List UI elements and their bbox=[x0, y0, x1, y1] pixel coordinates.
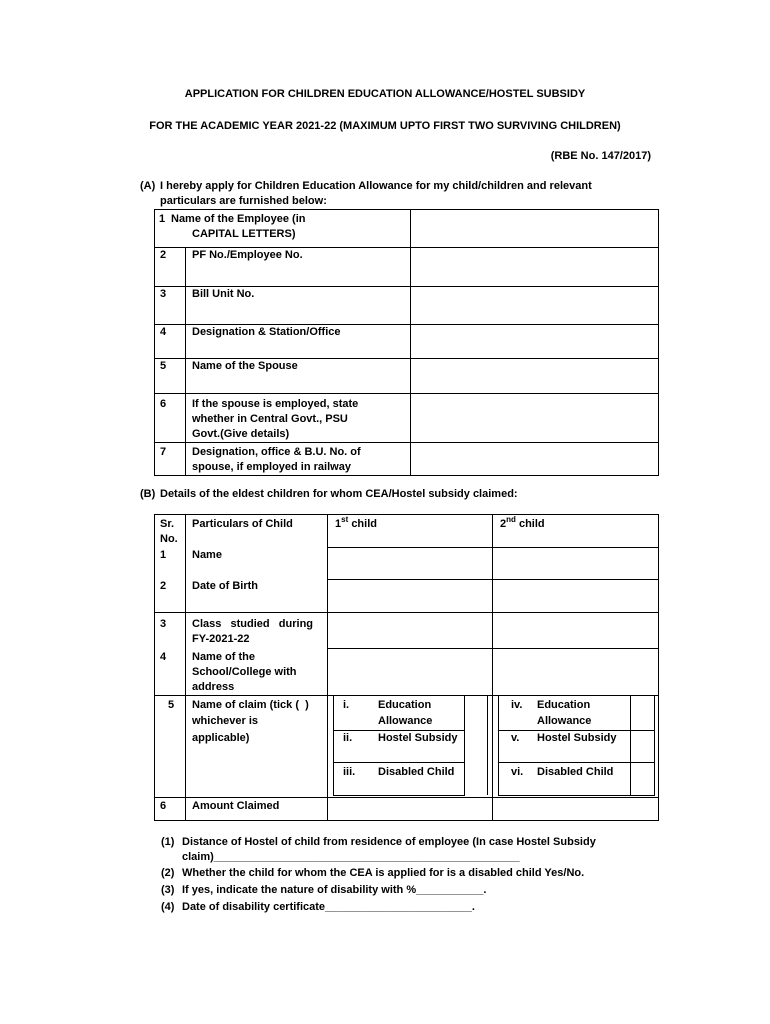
row-number: 4 bbox=[160, 651, 167, 663]
spouse-employment-label-cont: whether in Central Govt., PSU bbox=[192, 413, 348, 425]
first-child-dob-field[interactable] bbox=[328, 580, 492, 612]
claim-type-label: Name of claim (tick ( ) bbox=[192, 699, 309, 711]
school-label: Name of the bbox=[192, 651, 255, 663]
spouse-employment-field[interactable] bbox=[411, 394, 658, 442]
second-child-dob-field[interactable] bbox=[493, 580, 658, 612]
row-number: 5 bbox=[160, 360, 167, 372]
second-child-school-field[interactable] bbox=[493, 649, 658, 695]
dob-label: Date of Birth bbox=[192, 580, 258, 592]
note-number: (3) bbox=[161, 884, 175, 896]
disability-certificate-date-blank[interactable]: Date of disability certificate________________________. bbox=[182, 901, 475, 913]
designation-label: Designation & Station/Office bbox=[192, 326, 341, 338]
row-number: 5 bbox=[168, 699, 175, 711]
class-studied-label-cont: FY-2021-22 bbox=[192, 633, 250, 645]
claim-education-allowance-1-cont: Allowance bbox=[378, 715, 433, 727]
spouse-name-field[interactable] bbox=[411, 359, 658, 393]
first-child-amount-field[interactable] bbox=[328, 798, 492, 820]
second-child-name-field[interactable] bbox=[493, 548, 658, 579]
rbe-reference: (RBE No. 147/2017) bbox=[550, 150, 651, 162]
disability-nature-blank[interactable]: If yes, indicate the nature of disability with %___________. bbox=[182, 884, 487, 896]
claim-roman: i. bbox=[343, 699, 350, 711]
claim-hostel-subsidy-1: Hostel Subsidy bbox=[378, 732, 458, 744]
claim-roman: iii. bbox=[343, 766, 356, 778]
claim-education-allowance-2-cont: Allowance bbox=[537, 715, 592, 727]
amount-claimed-label: Amount Claimed bbox=[192, 800, 280, 812]
claim-roman: ii. bbox=[343, 732, 353, 744]
school-label-cont: address bbox=[192, 681, 235, 693]
employee-name-label-cont: CAPITAL LETTERS) bbox=[192, 228, 296, 240]
spouse-employment-label-cont: Govt.(Give details) bbox=[192, 428, 290, 440]
row-number: 4 bbox=[160, 326, 167, 338]
second-child-class-field[interactable] bbox=[493, 613, 658, 648]
section-a-marker: (A) bbox=[140, 180, 156, 192]
note-number: (4) bbox=[161, 901, 175, 913]
first-child-name-field[interactable] bbox=[328, 548, 492, 579]
section-b-intro: Details of the eldest children for whom CEA/Hostel subsidy claimed: bbox=[160, 488, 518, 500]
spouse-designation-label: Designation, office & B.U. No. of bbox=[192, 446, 361, 458]
note-number: (2) bbox=[161, 867, 175, 879]
employee-name-field[interactable] bbox=[411, 210, 658, 247]
tick-box-hostel-subsidy-2[interactable] bbox=[632, 731, 653, 762]
bill-unit-field[interactable] bbox=[411, 287, 658, 324]
section-a-intro-line1: I hereby apply for Children Education Allowance for my child/children and relevant bbox=[160, 180, 592, 192]
claim-disabled-child-2: Disabled Child bbox=[537, 766, 614, 778]
tick-box-disabled-child-2[interactable] bbox=[632, 763, 653, 795]
claim-roman: v. bbox=[511, 732, 520, 744]
row-number: 6 bbox=[160, 800, 167, 812]
row-number: 6 bbox=[160, 398, 167, 410]
section-b-marker: (B) bbox=[140, 488, 156, 500]
class-studied-label: Class studied during bbox=[192, 618, 314, 630]
tick-box-hostel-subsidy-1[interactable] bbox=[466, 731, 486, 762]
row-number: 2 bbox=[160, 580, 167, 592]
tick-box-disabled-child-1[interactable] bbox=[466, 763, 486, 795]
spouse-designation-field[interactable] bbox=[411, 443, 658, 475]
row-number: 2 bbox=[160, 249, 167, 261]
section-a-intro-line2: particulars are furnished below: bbox=[160, 195, 327, 207]
second-child-header: 2nd child bbox=[500, 515, 545, 530]
row-number: 3 bbox=[160, 288, 167, 300]
row-number: 7 bbox=[160, 446, 167, 458]
claim-roman: iv. bbox=[511, 699, 523, 711]
sr-header-cont: No. bbox=[160, 533, 178, 545]
sr-header: Sr. bbox=[160, 518, 175, 530]
spouse-name-label: Name of the Spouse bbox=[192, 360, 298, 372]
claim-education-allowance-1: Education bbox=[378, 699, 432, 711]
claim-education-allowance-2: Education bbox=[537, 699, 591, 711]
tick-box-education-allowance-2[interactable] bbox=[632, 696, 653, 730]
form-title: APPLICATION FOR CHILDREN EDUCATION ALLOWANCE/HOSTEL SUBSIDY bbox=[184, 88, 586, 100]
note-number: (1) bbox=[161, 836, 175, 848]
form-subtitle: FOR THE ACADEMIC YEAR 2021-22 (MAXIMUM UPTO FIRST TWO SURVIVING CHILDREN) bbox=[149, 120, 621, 132]
hostel-distance-note: Distance of Hostel of child from residence of employee (In case Hostel Subsidy bbox=[182, 836, 596, 848]
pf-number-field[interactable] bbox=[411, 248, 658, 286]
claim-type-label-cont: whichever is bbox=[192, 715, 259, 727]
particulars-header: Particulars of Child bbox=[192, 518, 293, 530]
pf-number-label: PF No./Employee No. bbox=[192, 249, 303, 261]
row-number: 1 bbox=[160, 549, 167, 561]
first-child-header: 1st child bbox=[335, 515, 377, 530]
designation-field[interactable] bbox=[411, 325, 658, 358]
child-name-label: Name bbox=[192, 549, 222, 561]
claim-roman: vi. bbox=[511, 766, 524, 778]
spouse-employment-label: If the spouse is employed, state bbox=[192, 398, 359, 410]
claim-type-label-cont: applicable) bbox=[192, 732, 250, 744]
claim-disabled-child-1: Disabled Child bbox=[378, 766, 455, 778]
row-number: 3 bbox=[160, 618, 167, 630]
hostel-distance-blank[interactable]: claim)__________________________________________________ bbox=[182, 851, 520, 863]
first-child-class-field[interactable] bbox=[328, 613, 492, 648]
disabled-child-question: Whether the child for whom the CEA is applied for is a disabled child Yes/No. bbox=[182, 867, 585, 879]
spouse-designation-label-cont: spouse, if employed in railway bbox=[192, 461, 351, 473]
employee-name-label: Name of the Employee (in bbox=[171, 213, 306, 225]
tick-box-education-allowance-1[interactable] bbox=[466, 696, 486, 730]
second-child-amount-field[interactable] bbox=[493, 798, 658, 820]
claim-hostel-subsidy-2: Hostel Subsidy bbox=[537, 732, 617, 744]
first-child-school-field[interactable] bbox=[328, 649, 492, 695]
school-label-cont: School/College with bbox=[192, 666, 297, 678]
row-number: 1 bbox=[159, 213, 166, 225]
bill-unit-label: Bill Unit No. bbox=[192, 288, 255, 300]
